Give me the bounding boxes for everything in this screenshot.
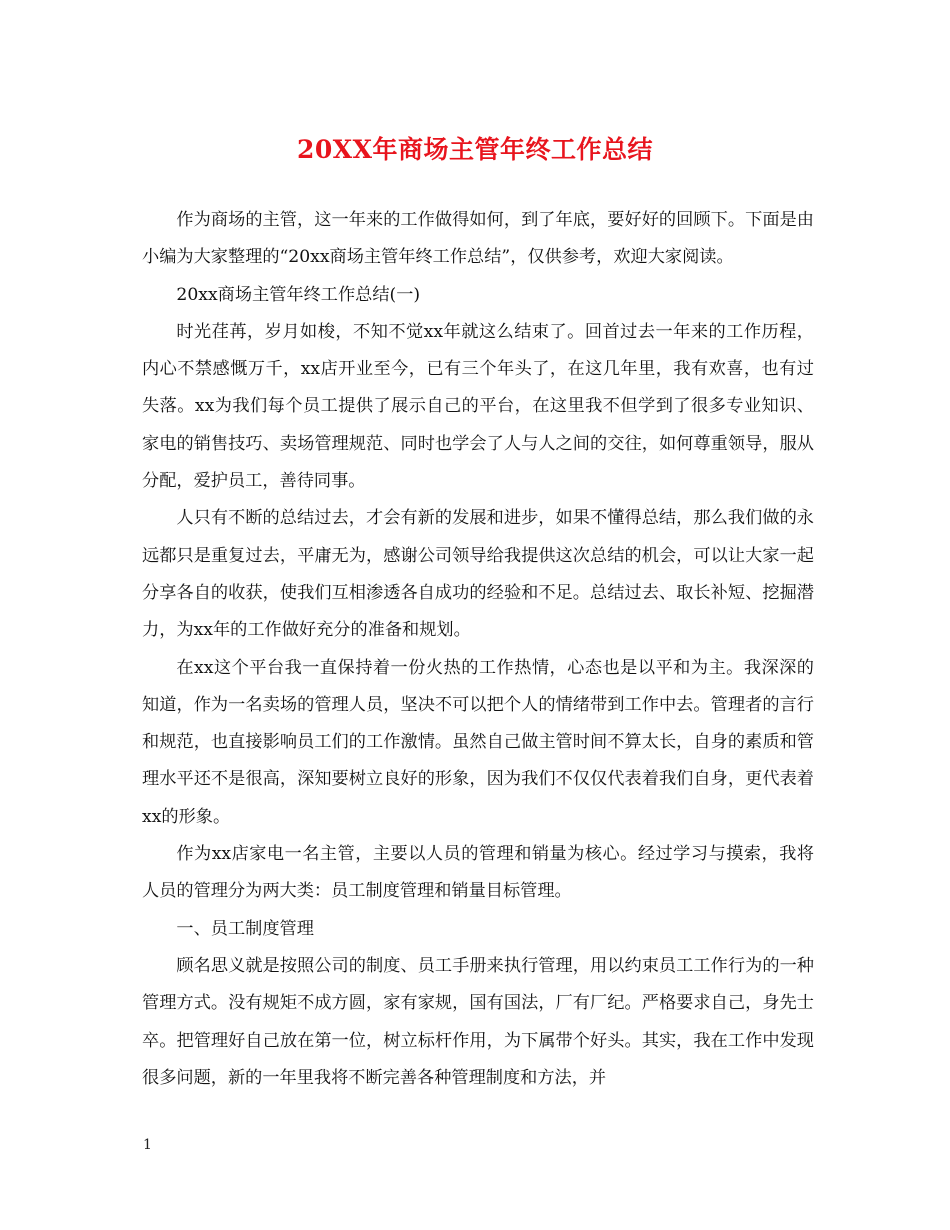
- document-title: 20XX年商场主管年终工作总结: [296, 135, 654, 164]
- section-heading: 20xx商场主管年终工作总结(一): [176, 284, 421, 305]
- paragraph: 作为xx店家电一名主管，主要以人员的管理和销量为核心。经过学习与摸索，我将人员的管理分为两大类：员工制度管理和销量目标管理。: [142, 844, 814, 902]
- paragraph-intro: 作为商场的主管，这一年来的工作做得如何，到了年底，要好好的回顾下。下面是由小编为大家整理的“20xx商场主管年终工作总结”，仅供参考，欢迎大家阅读。: [142, 210, 814, 268]
- paragraph: 人只有不断的总结过去，才会有新的发展和进步，如果不懂得总结，那么我们做的永远都只是重复过去，平庸无为，感谢公司领导给我提供这次总结的机会，可以让大家一起分享各自的收获，使我们互相渗透各自成功的经验和不足。总结过去、取长补短、挖掘潜力，为xx年的工作做好充分的准备和规划。: [142, 508, 814, 641]
- document-body: [142, 202, 814, 1097]
- paragraph: 顾名思义就是按照公司的制度、员工手册来执行管理，用以约束员工工作行为的一种管理方式。没有规矩不成方圆，家有家规，国有国法，厂有厂纪。严格要求自己，身先士卒。把管理好自己放在第一位，树立标杆作用，为下属带个好头。其实，我在工作中发现很多问题，新的一年里我将不断完善各种管理制度和方法，并: [142, 955, 814, 1088]
- paragraph: 在xx这个平台我一直保持着一份火热的工作热情，心态也是以平和为主。我深深的知道，作为一名卖场的管理人员，坚决不可以把个人的情绪带到工作中去。管理者的言行和规范，也直接影响员工们的工作激情。虽然自己做主管时间不算太长，自身的素质和管理水平还不是很高，深知要树立良好的形象，因为我们不仅仅代表着我们自身，更代表着xx的形象。: [142, 657, 814, 827]
- paragraph: 时光荏苒，岁月如梭，不知不觉xx年就这么结束了。回首过去一年来的工作历程，内心不禁感慨万千，xx店开业至今，已有三个年头了，在这几年里，我有欢喜，也有过失落。xx为我们每个员工提供了展示自己的平台，在这里我不但学到了很多专业知识、家电的销售技巧、卖场管理规范、同时也学会了人与人之间的交往，如何尊重领导，服从分配，爱护员工，善待同事。: [142, 321, 814, 492]
- subsection-heading: 一、员工制度管理: [176, 918, 314, 939]
- page-number: 1: [143, 1137, 152, 1153]
